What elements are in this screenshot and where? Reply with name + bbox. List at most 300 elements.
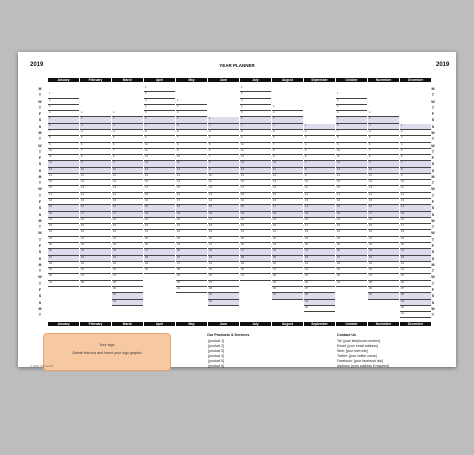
day-number: 17 (401, 224, 404, 228)
day-number: 29 (305, 299, 308, 303)
day-number: 22 (305, 255, 308, 259)
weekday-letter: S (431, 118, 435, 123)
day-number: 16 (273, 199, 276, 203)
logo-line1: Your logo (99, 343, 115, 347)
weekday-letter: S (431, 206, 435, 211)
day-number: 31 (177, 286, 180, 290)
month-label: September (311, 322, 328, 326)
day-number: 5 (369, 136, 371, 140)
day-number: 18 (81, 217, 84, 221)
day-number: 10 (81, 167, 84, 171)
day-number: 5 (113, 136, 115, 140)
day-number: 23 (401, 261, 404, 265)
day-number: 10 (273, 161, 276, 165)
day-number: 17 (305, 224, 308, 228)
day-number: 20 (273, 224, 276, 228)
product-item: [product 4] (208, 354, 225, 358)
day-number: 24 (305, 268, 308, 272)
day-number: 9 (337, 142, 339, 146)
day-number: 13 (337, 167, 340, 171)
day-number: 30 (209, 299, 212, 303)
day-number: 16 (81, 205, 84, 209)
day-number: 3 (49, 104, 51, 108)
day-number: 16 (337, 186, 340, 190)
contact-line: Twitter: [your twitter name] (337, 354, 377, 358)
weekday-letter: W (38, 275, 42, 280)
day-number: 21 (209, 243, 212, 246)
weekday-letter: F (38, 156, 42, 161)
weekday-letter: F (38, 244, 42, 248)
product-item: [product 3] (208, 349, 225, 353)
day-number: 28 (113, 280, 116, 284)
day-number: 17 (241, 186, 244, 190)
day-number: 15 (113, 199, 116, 203)
day-number: 14 (49, 173, 52, 177)
day-number: 22 (369, 243, 372, 246)
day-number: 10 (337, 148, 340, 152)
day-number: 24 (401, 268, 404, 272)
day-number: 4 (177, 117, 179, 121)
day-cell[interactable] (176, 287, 207, 293)
month-label: July (252, 322, 259, 326)
day-number: 2 (401, 129, 403, 133)
weekday-letter: T (38, 137, 42, 142)
day-number: 12 (337, 161, 340, 165)
day-number: 6 (241, 117, 243, 121)
day-number: 25 (177, 249, 180, 253)
day-number: 18 (241, 192, 244, 196)
day-number: 2 (337, 98, 339, 102)
day-number: 4 (113, 129, 115, 133)
day-number: 7 (81, 148, 83, 152)
day-number: 6 (113, 142, 115, 146)
day-number: 16 (113, 205, 116, 209)
month-label: March (122, 78, 133, 82)
month-label: February (88, 78, 103, 82)
month-label: May (188, 78, 195, 82)
day-number: 30 (273, 286, 276, 290)
day-number: 20 (369, 230, 372, 234)
day-number: 1 (177, 98, 179, 102)
day-cell[interactable] (240, 274, 271, 280)
day-number: 29 (337, 268, 340, 272)
logo-line2: Delete this box and insert your logo graphic (72, 351, 142, 355)
day-number: 13 (177, 173, 180, 177)
day-number: 14 (337, 173, 340, 177)
day-number: 15 (241, 173, 244, 177)
day-number: 27 (273, 268, 276, 272)
day-number: 15 (145, 173, 148, 177)
day-number: 4 (241, 104, 243, 108)
weekday-letter: S (38, 250, 42, 255)
day-number: 9 (145, 136, 147, 140)
product-item: [product 6] (208, 364, 225, 368)
day-cell[interactable] (336, 281, 367, 287)
day-number: 17 (49, 192, 52, 196)
product-item: [product 2] (208, 344, 225, 348)
weekday-letter: F (431, 200, 435, 205)
day-number: 12 (49, 161, 52, 165)
weekday-letter: F (38, 200, 42, 205)
day-number: 12 (305, 192, 308, 196)
day-number: 6 (81, 142, 83, 146)
day-number: 15 (49, 180, 52, 184)
day-number: 2 (177, 104, 179, 108)
day-number: 14 (305, 205, 308, 209)
day-number: 11 (305, 186, 308, 190)
day-number: 15 (177, 186, 180, 190)
day-number: 18 (177, 205, 180, 209)
day-number: 3 (241, 98, 243, 102)
month-label: November (375, 78, 392, 82)
weekday-letter: F (431, 244, 435, 248)
day-number: 17 (113, 211, 116, 215)
day-number: 8 (369, 155, 371, 159)
weekday-letter: S (431, 168, 435, 173)
day-number: 7 (209, 155, 211, 159)
day-number: 31 (401, 312, 404, 316)
day-number: 19 (177, 211, 180, 215)
day-number: 9 (305, 173, 307, 177)
day-number: 19 (81, 224, 84, 228)
day-number: 14 (369, 192, 372, 196)
day-number: 12 (241, 155, 244, 159)
day-number: 2 (81, 117, 83, 121)
weekday-letter: S (431, 124, 435, 129)
day-cell[interactable] (368, 293, 399, 299)
day-number: 12 (369, 180, 372, 184)
day-number: 19 (145, 199, 148, 203)
day-number: 6 (49, 123, 51, 127)
day-number: 31 (337, 280, 340, 284)
day-number: 24 (273, 249, 276, 253)
day-number: 27 (401, 286, 404, 290)
day-number: 25 (273, 255, 276, 259)
month-label: June (219, 78, 228, 82)
day-number: 29 (49, 268, 52, 272)
day-number: 21 (369, 236, 372, 240)
day-number: 19 (209, 230, 212, 234)
weekday-letter: W (431, 275, 435, 280)
day-number: 10 (113, 167, 116, 171)
day-number: 30 (337, 274, 340, 278)
day-number: 23 (49, 230, 52, 234)
month-label: April (155, 78, 164, 82)
month-label: January (57, 322, 70, 326)
day-number: 20 (49, 211, 52, 215)
weekday-letter: T (38, 193, 42, 198)
day-number: 1 (305, 123, 307, 127)
day-number: 19 (113, 224, 116, 228)
weekday-letter: S (38, 294, 42, 299)
weekday-letter: M (431, 174, 435, 179)
weekday-letter: T (431, 225, 435, 230)
day-number: 16 (369, 205, 372, 209)
day-number: 29 (401, 299, 404, 303)
day-number: 21 (241, 211, 244, 215)
day-number: 15 (81, 199, 84, 203)
day-number: 20 (305, 243, 308, 246)
day-number: 1 (49, 92, 51, 96)
day-number: 30 (401, 305, 404, 309)
day-cell[interactable] (48, 281, 79, 287)
day-number: 5 (49, 117, 51, 121)
day-number: 22 (241, 217, 244, 221)
weekday-letter: M (431, 306, 435, 311)
weekday-letter: S (38, 162, 42, 167)
day-number: 11 (113, 173, 116, 177)
day-number: 4 (273, 123, 275, 127)
day-number: 13 (145, 161, 148, 165)
day-number: 3 (273, 117, 275, 121)
day-number: 27 (369, 274, 372, 278)
month-label: July (252, 78, 259, 82)
weekday-letter: W (431, 143, 435, 148)
contact-line: Facebook: [your facebook link] (337, 359, 383, 363)
day-number: 24 (113, 255, 116, 259)
day-number: 29 (273, 280, 276, 284)
day-number: 9 (113, 161, 115, 165)
weekday-letter: M (431, 87, 435, 91)
day-number: 21 (305, 249, 308, 253)
month-label: April (155, 322, 164, 326)
day-number: 25 (241, 236, 244, 240)
day-number: 11 (49, 155, 52, 159)
day-cell[interactable] (208, 300, 239, 306)
day-number: 20 (177, 217, 180, 221)
day-number: 13 (273, 180, 276, 184)
day-number: 22 (81, 243, 84, 246)
day-number: 18 (273, 211, 276, 215)
day-number: 8 (177, 142, 179, 146)
day-number: 6 (273, 136, 275, 140)
weekday-letter: M (38, 306, 42, 311)
day-number: 14 (113, 192, 116, 196)
day-cell[interactable] (144, 268, 175, 274)
weekday-letter: T (431, 93, 435, 98)
day-number: 1 (81, 111, 83, 115)
day-number: 10 (241, 142, 244, 146)
day-number: 16 (145, 180, 148, 184)
year-left: 2019 (30, 62, 44, 68)
day-number: 27 (49, 255, 52, 259)
day-number: 9 (273, 155, 275, 159)
day-number: 27 (337, 255, 340, 259)
day-number: 13 (401, 199, 404, 203)
day-number: 14 (241, 167, 244, 171)
weekday-letter: T (38, 225, 42, 230)
weekday-letter: F (38, 112, 42, 117)
day-number: 13 (209, 192, 212, 196)
day-cell[interactable] (400, 312, 431, 318)
day-number: 20 (241, 205, 244, 209)
day-number: 4 (209, 136, 211, 140)
weekday-letter: T (431, 237, 435, 242)
day-number: 28 (401, 293, 404, 297)
month-label: November (375, 322, 392, 326)
day-number: 26 (49, 249, 52, 253)
month-label: February (88, 322, 103, 326)
day-number: 9 (401, 173, 403, 177)
weekday-letter: S (431, 294, 435, 299)
day-number: 12 (209, 186, 212, 190)
weekday-letter: M (38, 218, 42, 223)
day-number: 19 (369, 224, 372, 228)
month-label: October (345, 322, 358, 326)
day-number: 13 (81, 186, 84, 190)
weekday-letter: S (38, 118, 42, 123)
day-number: 5 (177, 123, 179, 127)
month-label: March (122, 322, 133, 326)
day-number: 14 (209, 199, 212, 203)
day-number: 27 (305, 286, 308, 290)
day-number: 29 (209, 293, 212, 297)
day-number: 5 (337, 117, 339, 121)
weekday-letter: M (38, 174, 42, 179)
day-number: 10 (209, 173, 212, 177)
weekday-letter: M (38, 87, 42, 91)
weekday-letter: T (38, 105, 42, 110)
day-number: 3 (369, 123, 371, 127)
day-number: 5 (305, 148, 307, 152)
day-number: 6 (337, 123, 339, 127)
day-number: 30 (49, 274, 52, 278)
day-number: 18 (209, 224, 212, 228)
weekday-letter: S (431, 212, 435, 217)
day-number: 31 (273, 293, 276, 297)
day-number: 3 (401, 136, 403, 140)
day-number: 5 (209, 142, 211, 146)
weekday-letter: T (38, 93, 42, 98)
day-number: 11 (81, 173, 84, 177)
day-number: 7 (369, 148, 371, 152)
day-number: 24 (369, 255, 372, 259)
day-number: 10 (369, 167, 372, 171)
day-number: 9 (209, 167, 211, 171)
day-number: 25 (305, 274, 308, 278)
day-number: 20 (209, 236, 212, 240)
day-number: 4 (337, 111, 339, 115)
weekday-letter: M (431, 130, 435, 135)
weekday-letter: S (431, 256, 435, 261)
day-number: 11 (241, 148, 244, 152)
day-number: 2 (241, 92, 243, 96)
day-number: 19 (273, 217, 276, 221)
day-number: 28 (145, 255, 148, 259)
day-number: 13 (241, 161, 244, 165)
day-number: 6 (209, 148, 211, 152)
day-number: 5 (273, 129, 275, 133)
day-cell[interactable] (272, 293, 303, 299)
day-number: 29 (369, 286, 372, 290)
day-number: 8 (401, 167, 403, 171)
day-number: 23 (113, 249, 116, 253)
day-number: 1 (209, 117, 211, 121)
weekday-letter: S (38, 300, 42, 305)
weekday-letter: T (38, 181, 42, 186)
day-number: 25 (337, 243, 340, 246)
day-number: 14 (401, 205, 404, 209)
day-number: 11 (209, 180, 212, 184)
weekday-letter: T (38, 313, 42, 318)
day-number: 18 (337, 199, 340, 203)
day-number: 7 (177, 136, 179, 140)
day-number: 22 (145, 217, 148, 221)
day-number: 24 (209, 261, 212, 265)
day-cell[interactable] (304, 306, 335, 312)
day-number: 19 (49, 205, 52, 209)
weekday-letter: S (431, 250, 435, 255)
day-number: 17 (177, 199, 180, 203)
day-number: 1 (273, 104, 275, 108)
day-number: 26 (209, 274, 212, 278)
day-number: 24 (49, 236, 52, 240)
day-number: 15 (209, 205, 212, 209)
day-number: 16 (209, 211, 212, 215)
weekday-letter: S (38, 256, 42, 261)
day-number: 4 (401, 142, 403, 146)
day-number: 10 (145, 142, 148, 146)
day-number: 11 (369, 173, 372, 177)
weekday-letter: T (38, 281, 42, 286)
copyright-text: © 2019 ©Vertex42 (30, 364, 53, 368)
day-number: 20 (145, 205, 148, 209)
day-number: 1 (145, 86, 147, 89)
day-number: 22 (337, 224, 340, 228)
day-number: 31 (113, 299, 116, 303)
day-number: 20 (113, 230, 116, 234)
weekday-letter: W (38, 143, 42, 148)
day-number: 3 (81, 123, 83, 127)
day-number: 18 (401, 230, 404, 234)
year-right: 2019 (436, 62, 450, 68)
day-number: 4 (305, 142, 307, 146)
day-number: 27 (177, 261, 180, 265)
day-number: 4 (369, 129, 371, 133)
day-number: 8 (113, 155, 115, 159)
day-number: 30 (305, 305, 308, 309)
day-number: 21 (49, 217, 52, 221)
weekday-letter: T (38, 237, 42, 242)
day-number: 1 (401, 123, 403, 127)
day-number: 31 (241, 274, 244, 278)
day-number: 26 (145, 243, 148, 246)
day-number: 22 (209, 249, 212, 253)
day-cell[interactable] (80, 281, 111, 287)
day-number: 6 (177, 129, 179, 133)
day-number: 8 (145, 129, 147, 133)
day-number: 14 (145, 167, 148, 171)
day-number: 19 (401, 236, 404, 240)
day-number: 14 (273, 186, 276, 190)
products-heading: Our Products & Services (207, 333, 250, 337)
day-number: 2 (113, 117, 115, 121)
day-number: 28 (369, 280, 372, 284)
day-number: 23 (273, 243, 276, 246)
month-label: August (282, 322, 293, 326)
day-number: 16 (177, 192, 180, 196)
weekday-letter: W (431, 187, 435, 192)
day-number: 24 (241, 230, 244, 234)
logo-placeholder[interactable] (43, 333, 171, 371)
day-number: 3 (209, 129, 211, 133)
day-cell[interactable] (112, 300, 143, 306)
day-number: 30 (177, 280, 180, 284)
day-number: 21 (273, 230, 276, 234)
day-number: 6 (401, 155, 403, 159)
day-number: 23 (209, 255, 212, 259)
day-number: 23 (145, 224, 148, 228)
